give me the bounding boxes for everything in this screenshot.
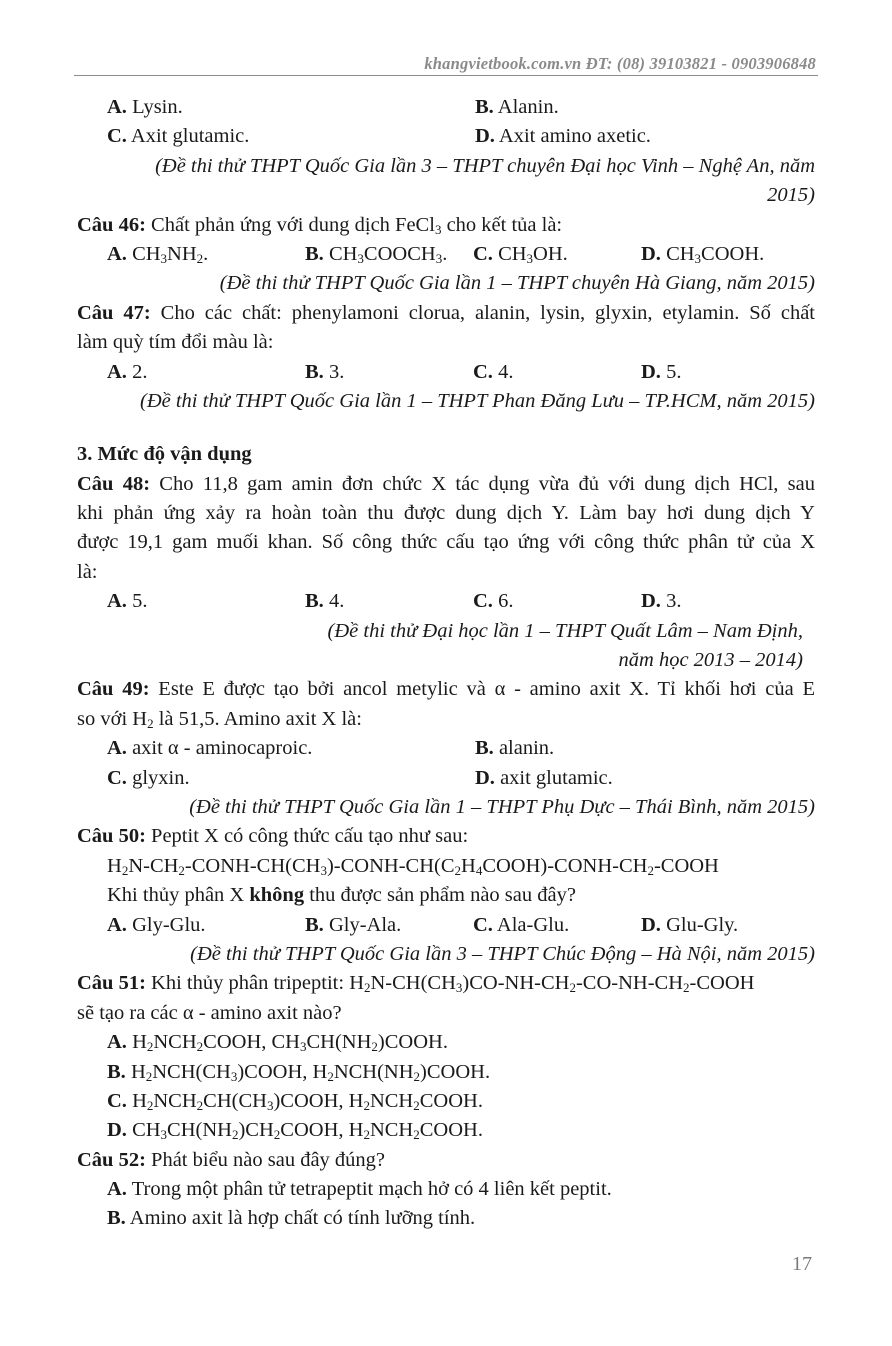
q46-stem: Câu 46: Chất phản ứng với dung dịch FeCl$_3$ cho kết tủa là:	[77, 213, 563, 237]
section-heading: 3. Mức độ vận dụng	[77, 443, 252, 466]
q48-stem-line-4: là:	[77, 560, 98, 583]
q49-options-row-1	[77, 734, 815, 763]
q51-option-a: A. $H_2NCH_2COOH$, $CH_3CH(NH_2)COOH$.	[107, 1031, 448, 1055]
q47-option-d: D. 5.	[641, 360, 682, 383]
q47-source: (Đề thi thử THPT Quốc Gia lần 1 – THPT Phan Đăng Lưu – TP.HCM, năm 2015)	[140, 389, 815, 412]
q51-option-b: B. $H_2NCH(CH_3)COOH$, $H_2NCH(NH_2)COOH$.	[107, 1060, 491, 1084]
q45-options-row-1	[77, 93, 815, 122]
q50-source: (Đề thi thử THPT Quốc Gia lần 3 – THPT Chúc Động – Hà Nội, năm 2015)	[190, 942, 815, 965]
q50-label: Câu 50:	[77, 825, 146, 848]
q48-option-a: A. 5.	[107, 590, 148, 613]
q51-option-d: D. $CH_3CH(NH_2)CH_2COOH$, $H_2NCH_2COOH$.	[107, 1119, 483, 1143]
q46-option-a: A. $CH_3NH_2$.	[107, 242, 209, 266]
q48-option-c: C. 6.	[473, 590, 514, 613]
q48-source-line-2: năm học 2013 – 2014)	[618, 649, 803, 672]
page-content	[77, 93, 815, 1234]
q49-option-b: B. alanin.	[475, 737, 555, 760]
q49-options-row-2	[77, 764, 815, 793]
q52-label: Câu 52:	[77, 1148, 146, 1171]
q47-stem-line-1: Câu 47: Cho các chất: phenylamoni clorua, alanin, lysin, glyxin, etylamin. Số chất	[77, 301, 815, 324]
q48-label: Câu 48:	[77, 472, 151, 495]
q45-option-b: B. Alanin.	[475, 96, 559, 118]
q46-options-row	[77, 240, 815, 269]
q50-formula: $H_2N-CH_2-CONH-CH(CH_3)-CONH-CH(C_2H_4COOH)-CONH-CH_2$-COOH	[107, 854, 719, 878]
q48-options-row	[77, 587, 815, 616]
q50-option-c: C. Ala-Glu.	[473, 913, 570, 936]
q51-stem-line-2: sẽ tạo ra các α - amino axit nào?	[77, 1001, 342, 1024]
q45-source-line-1: (Đề thi thử THPT Quốc Gia lần 3 – THPT chuyên Đại học Vinh – Nghệ An, năm	[155, 154, 815, 177]
q46-option-d: D. $CH_3COOH$.	[641, 242, 765, 266]
q50-options-row	[77, 911, 815, 940]
q50-option-d: D. Glu-Gly.	[641, 913, 739, 936]
page-number: 17	[792, 1253, 812, 1275]
q49-source: (Đề thi thử THPT Quốc Gia lần 1 – THPT Phụ Dực – Thái Bình, năm 2015)	[189, 795, 815, 818]
page-header: khangvietbook.com.vn ĐT: (08) 39103821 - 0903906848	[424, 54, 816, 73]
q51-label: Câu 51:	[77, 972, 146, 995]
q46-option-c: C. $CH_3OH$.	[473, 242, 568, 266]
q49-option-c: C. glyxin.	[107, 766, 190, 789]
q45-option-a: A. Lysin.	[107, 96, 183, 118]
q45-options-row-2	[77, 122, 815, 151]
q49-option-d: D. axit glutamic.	[475, 766, 613, 789]
q46-source: (Đề thi thử THPT Quốc Gia lần 1 – THPT chuyên Hà Giang, năm 2015)	[219, 272, 815, 295]
q49-stem-line-2: so với $H_2$ là 51,5. Amino axit X là:	[77, 707, 362, 731]
q50-stem: Câu 50: Peptit X có công thức cấu tạo như sau:	[77, 825, 469, 848]
q49-stem-line-1: Câu 49: Este E được tạo bởi ancol metylic và α - amino axit X. Tỉ khối hơi của E	[77, 678, 815, 701]
q50-option-a: A. Gly-Glu.	[107, 913, 206, 936]
q48-stem-line-1: Câu 48: Cho 11,8 gam amin đơn chức X tác dụng vừa đủ với dung dịch HCl, sau	[77, 472, 815, 495]
q52-stem: Câu 52: Phát biểu nào sau đây đúng?	[77, 1148, 386, 1171]
q47-option-c: C. 4.	[473, 360, 514, 383]
q47-stem-line-2: làm quỳ tím đổi màu là:	[77, 331, 274, 354]
q47-option-b: B. 3.	[305, 360, 345, 383]
q47-options-row	[77, 358, 815, 387]
q48-option-d: D. 3.	[641, 590, 682, 613]
q49-label: Câu 49:	[77, 678, 150, 701]
q48-stem-line-3: được 19,1 gam muối khan. Số công thức cấu tạo ứng với công thức phân tử của X	[77, 531, 815, 554]
q50-option-b: B. Gly-Ala.	[305, 913, 402, 936]
q50-question: Khi thủy phân X không thu được sản phẩm nào sau đây?	[107, 884, 576, 907]
q51-option-c: C. $H_2NCH_2CH(CH_3)COOH$, $H_2NCH_2COOH$.	[107, 1089, 483, 1113]
header-rule	[74, 75, 818, 76]
q45-option-d: D. Axit amino axetic.	[475, 125, 651, 148]
q45-option-c: C. Axit glutamic.	[107, 125, 250, 148]
q47-option-a: A. 2.	[107, 360, 148, 383]
q47-label: Câu 47:	[77, 301, 151, 324]
q51-stem-line-1: Câu 51: Khi thủy phân tripeptit: $H_2N-CH(CH_3)CO-NH-CH_2-CO-NH-CH_2$-COOH	[77, 972, 755, 996]
q46-label: Câu 46:	[77, 213, 146, 236]
q48-source-line-1: (Đề thi thử Đại học lần 1 – THPT Quất Lâm – Nam Định,	[327, 619, 803, 642]
q45-source-line-2: 2015)	[767, 184, 815, 207]
q46-option-b: B. $CH_3COOCH_3$.	[305, 242, 448, 266]
q48-option-b: B. 4.	[305, 590, 345, 613]
q52-option-b: B. Amino axit là hợp chất có tính lưỡng tính.	[107, 1207, 476, 1230]
q52-option-a: A. Trong một phân tử tetrapeptit mạch hở có 4 liên kết peptit.	[107, 1178, 612, 1201]
q48-stem-line-2: khi phản ứng xảy ra hoàn toàn thu được dung dịch Y. Làm bay hơi dung dịch Y	[77, 502, 815, 525]
q49-option-a: A. axit α - aminocaproic.	[107, 737, 313, 760]
